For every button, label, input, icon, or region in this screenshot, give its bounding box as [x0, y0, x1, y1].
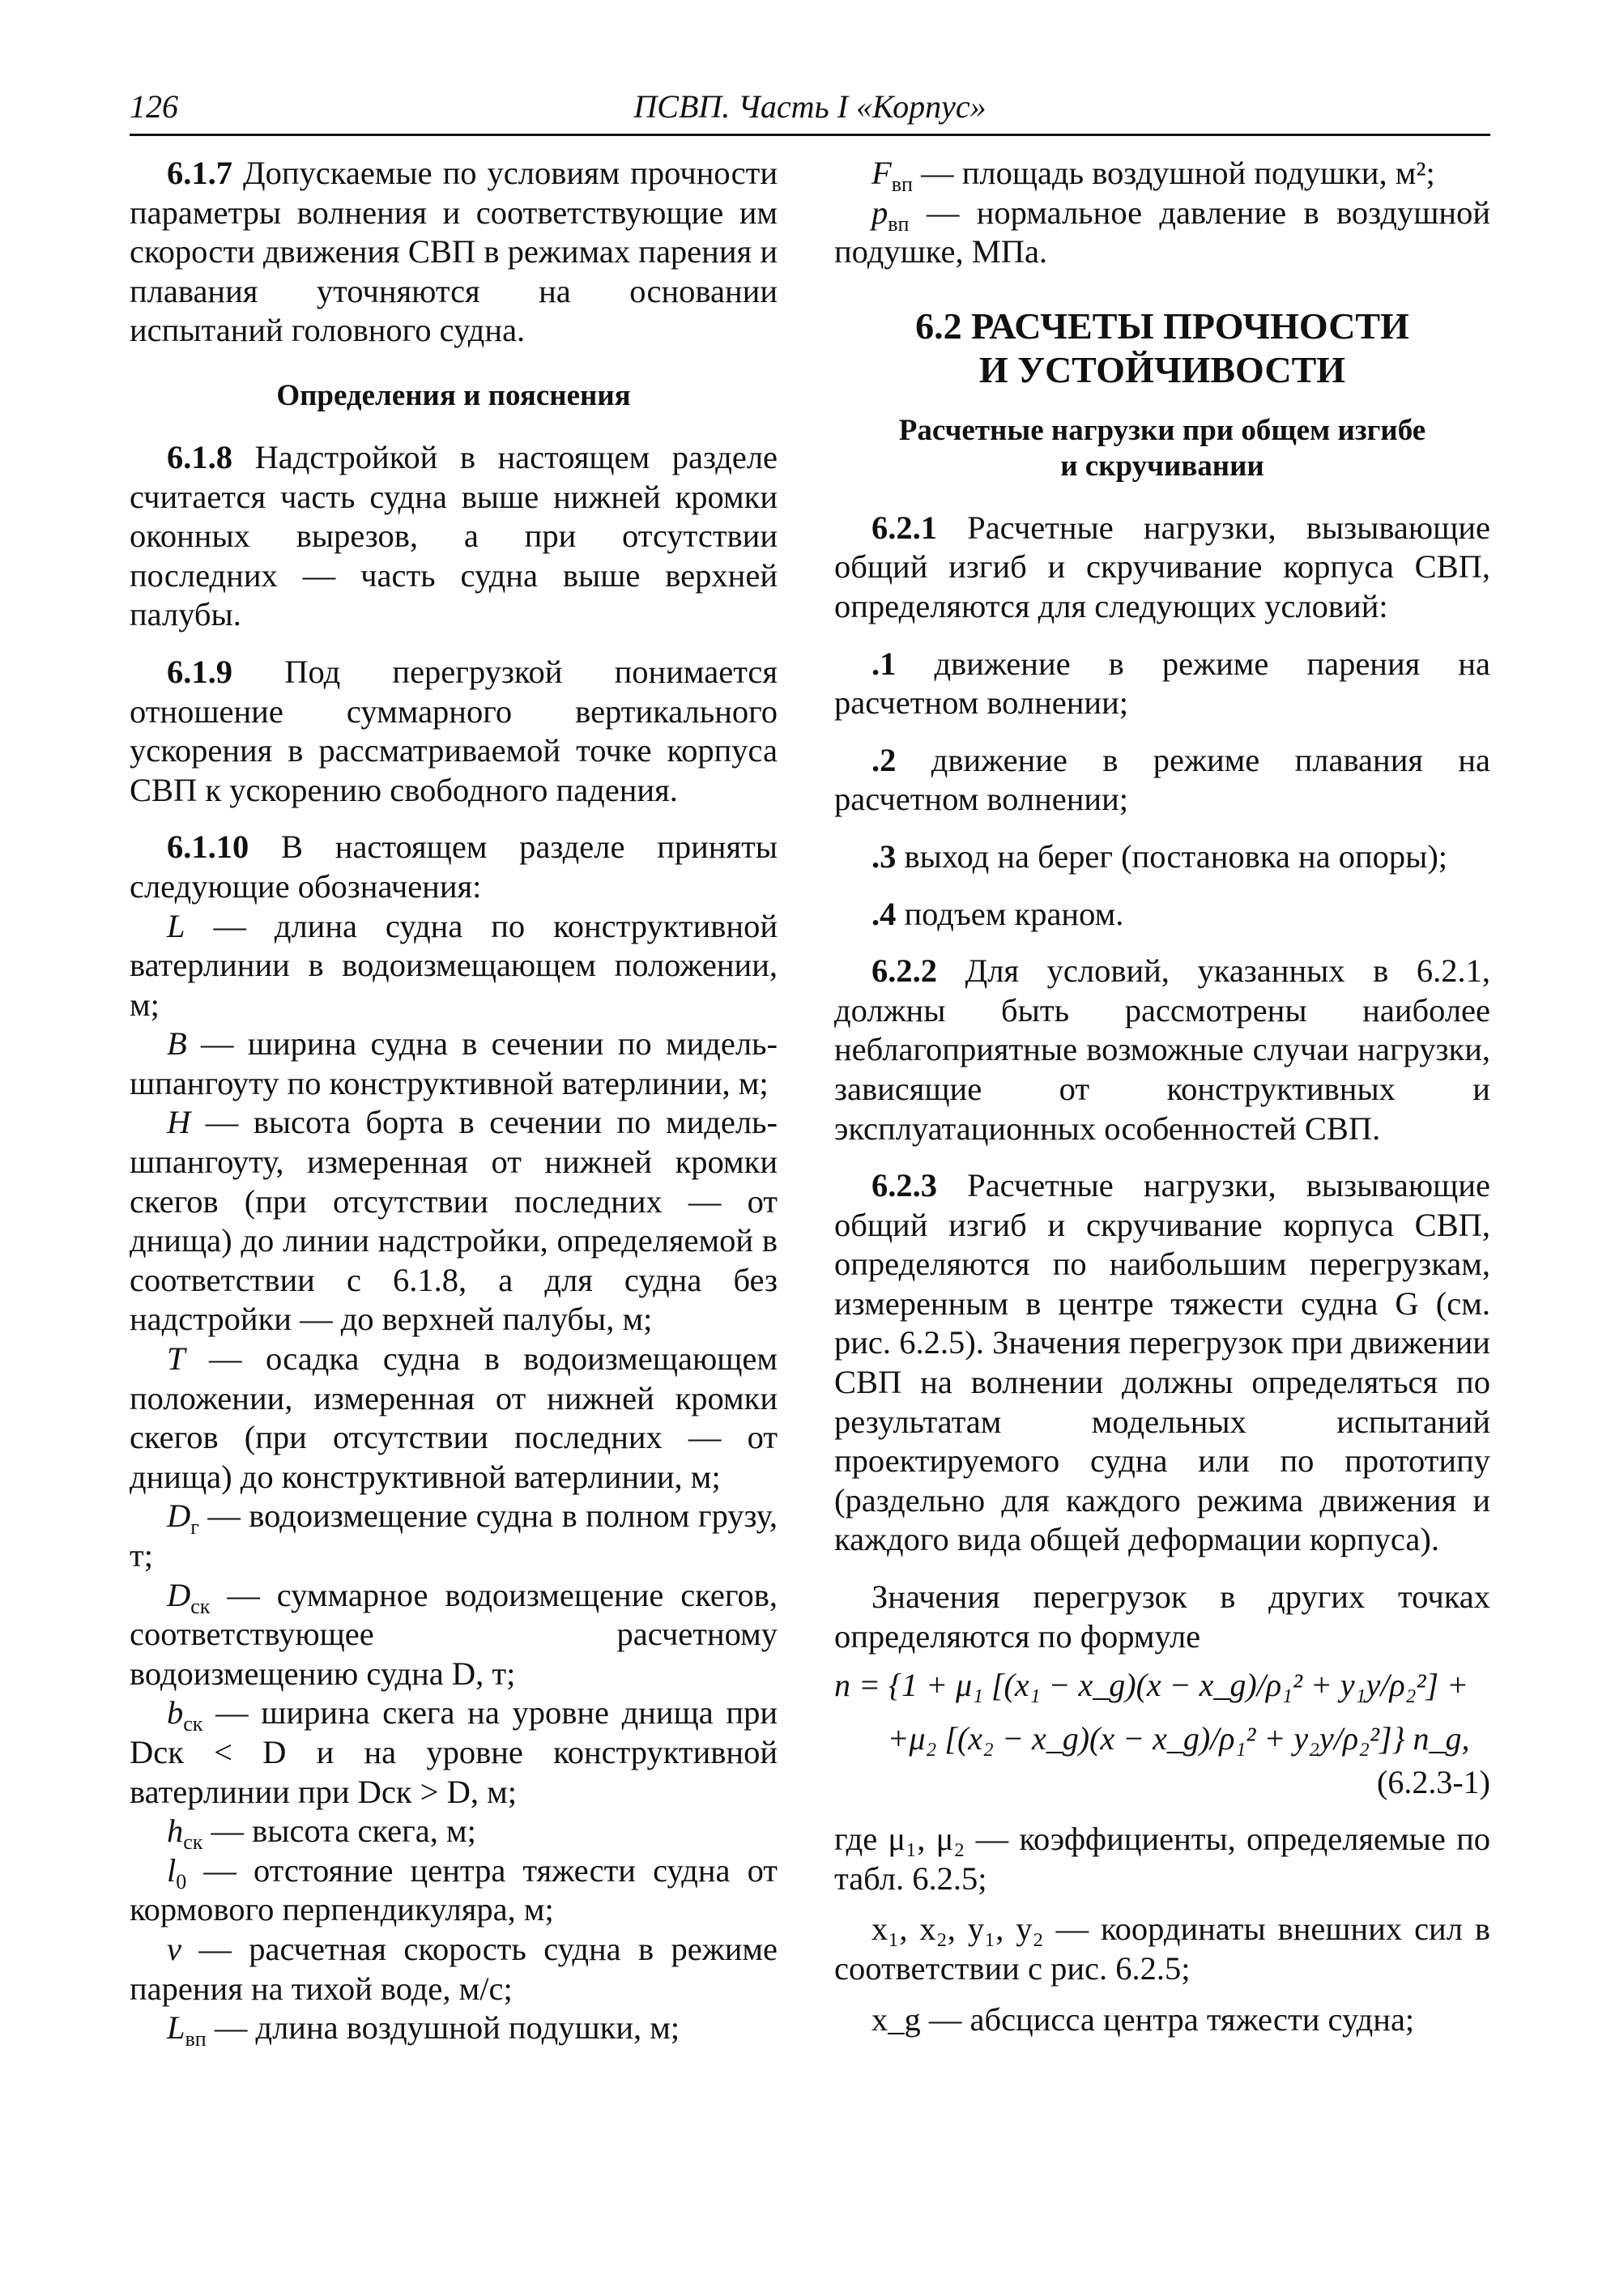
item-text: движение в режиме плавания на расчетном волнении;	[834, 741, 1491, 818]
def-symbol: F	[871, 155, 892, 191]
def-text: — водоизмещение судна в полном грузу, т;	[130, 1497, 778, 1574]
def-subscript: 0	[176, 1869, 187, 1893]
section-title-line-1: 6.2 РАСЧЕТЫ ПРОЧНОСТИ	[915, 305, 1409, 347]
paragraph-6-1-8	[130, 438, 778, 635]
item-number: .1	[871, 645, 897, 682]
para-text: В настоящем разделе приняты следующие обозначения:	[130, 829, 778, 905]
def-subscript: ск	[183, 1830, 203, 1855]
def-text: — ширина судна в сечении по мидель-шпангоуту по конструктивной ватерлинии, м;	[130, 1025, 778, 1101]
definition-pvp	[834, 194, 1490, 272]
item-text: подъем краном.	[904, 895, 1124, 932]
para-text: Под перегрузкой понимается отношение суммарного вертикального ускорения в рассматриваемой точке корпуса СВП к ускорению свободного падения.	[130, 653, 778, 808]
page-header	[130, 87, 1490, 136]
item-number: .4	[871, 895, 897, 932]
paragraph-formula-intro: Значения перегрузок в других точках определяются по формуле	[834, 1578, 1490, 1655]
para-number: 6.1.10	[167, 829, 249, 866]
subheading-line-2: и скручивании	[1060, 449, 1264, 483]
definition-Lvp	[130, 2008, 778, 2051]
para-text: Расчетные нагрузки, вызывающие общий изгиб и скручивание корпуса СВП, определяются для следующих условий:	[834, 509, 1490, 624]
def-text: — высота скега, м;	[202, 1813, 476, 1850]
def-symbol: L	[167, 907, 185, 944]
para-number: 6.1.8	[167, 438, 232, 475]
def-text: — высота борта в сечении по мидель-шпангоуту, измеренная от нижней кромки скегов (при отсутствии последних — от днища) до линии надстройки, определяемой в соответствии с 6.1.8, а для судна без надстройки — до верхней палубы, м;	[130, 1104, 778, 1338]
item-text: выход на берег (постановка на опоры);	[904, 837, 1448, 875]
where-xg: x_g — абсцисса центра тяжести судна;	[871, 2000, 1415, 2038]
def-text: — длина воздушной подушки, м;	[206, 2009, 680, 2047]
def-text: — расчетная скорость судна в режиме парения на тихой воде, м/с;	[130, 1930, 778, 2007]
def-symbol: p	[871, 194, 888, 231]
para-text: Для условий, указанных в 6.2.1, должны быть рассмотрены наиболее неблагоприятные возможные случаи нагрузки, зависящие от конструктивных и эксплуатационных особенностей СВП.	[834, 952, 1490, 1147]
def-text: — площадь воздушной подушки, м²;	[912, 155, 1435, 191]
def-symbol: D	[167, 1497, 191, 1535]
def-text: — ширина скега на уровне днища при Dск < D и на уровне конструктивной ватерлинии при Dск > D, м;	[130, 1694, 778, 1810]
item-number: .3	[871, 837, 897, 875]
running-title: ПСВП. Часть I «Корпус»	[633, 88, 986, 125]
definition-l0	[130, 1851, 778, 1930]
paragraph-6-1-7	[130, 154, 778, 351]
def-symbol: T	[167, 1340, 185, 1378]
para-number: 6.2.3	[871, 1167, 937, 1204]
para-number: 6.2.1	[871, 509, 937, 546]
right-column	[834, 154, 1490, 2039]
definition-L	[130, 907, 778, 1025]
def-text: — суммарное водоизмещение скегов, соответствующее расчетному водоизмещению судна D, т;	[130, 1576, 778, 1692]
where-coordinates: x₁, x₂, y₁, y₂ — координаты внешних сил в соответствии с рис. 6.2.5;	[834, 1910, 1490, 1987]
paragraph-6-2-3	[834, 1166, 1490, 1560]
def-text: — отстояние центра тяжести судна от кормового перпендикуляра, м;	[130, 1851, 778, 1928]
section-title-line-2: И УСТОЙЧИВОСТИ	[978, 348, 1346, 390]
def-text: — осадка судна в водоизмещающем положении, измеренная от нижней кромки скегов (при отсутствии последних — от днища) до конструктивной ватерлинии, м;	[130, 1340, 778, 1495]
header-rule	[130, 134, 1490, 136]
list-item	[834, 645, 1490, 723]
def-text: — длина судна по конструктивной ватерлинии в водоизмещающем положении, м;	[130, 907, 778, 1023]
para-number: 6.2.2	[871, 952, 937, 990]
section-title	[834, 305, 1490, 392]
definition-v	[130, 1930, 778, 2008]
definition-H	[130, 1103, 778, 1340]
def-symbol: h	[167, 1813, 184, 1850]
item-number: .2	[871, 741, 897, 778]
para-text: Расчетные нагрузки, вызывающие общий изгиб и скручивание корпуса СВП, определяются по наибольшим перегрузкам, измеренным в центре тяжести судна G (см. рис. 6.2.5). Значения перегрузок при движении СВП на волнении должны определяться по результатам модельных испытаний проектируемого судна или по прототипу (раздельно для каждого режима движения и каждого вида общей деформации корпуса).	[834, 1167, 1490, 1558]
definition-Dg	[130, 1497, 778, 1575]
subheading-loads	[834, 413, 1490, 484]
left-column	[130, 154, 778, 2051]
def-subscript: г	[190, 1515, 199, 1540]
def-symbol: D	[167, 1576, 191, 1613]
def-text: — нормальное давление в воздушной подушке, МПа.	[834, 194, 1490, 270]
paragraph-6-1-10	[130, 828, 778, 906]
paragraph-6-1-9	[130, 653, 778, 810]
para-number: 6.1.9	[167, 653, 232, 690]
formula-line-1: n = {1 + μ₁ [(x₁ − x_g)(x − x_g)/ρ₁² + y₁y/ρ₂²] +	[834, 1667, 1469, 1704]
list-item	[834, 895, 1490, 935]
definition-B	[130, 1024, 778, 1103]
paragraph-6-2-1	[834, 509, 1490, 627]
item-text: движение в режиме парения на расчетном волнении;	[834, 645, 1491, 722]
def-subscript: вп	[891, 173, 913, 197]
def-symbol: B	[167, 1025, 187, 1063]
heading-definitions: Определения и пояснения	[276, 378, 631, 412]
def-subscript: ск	[190, 1594, 211, 1618]
def-symbol: L	[167, 2009, 185, 2047]
definition-Fvp	[834, 154, 1490, 197]
para-text: Надстройкой в настоящем разделе считается часть судна выше нижней кромки оконных вырезов, а при отсутствии последних — часть судна выше верхней палубы.	[130, 438, 778, 633]
list-item	[834, 741, 1490, 820]
where-mu: где μ₁, μ₂ — коэффициенты, определяемые по табл. 6.2.5;	[834, 1821, 1490, 1897]
paragraph-6-2-2	[834, 952, 1490, 1148]
formula-line-2: +μ₂ [(x₂ − x_g)(x − x_g)/ρ₁² + y₂y/ρ₂²]} n_g,	[887, 1720, 1470, 1757]
def-symbol: H	[167, 1104, 191, 1141]
def-subscript: ск	[183, 1712, 203, 1736]
definition-hsk	[130, 1812, 778, 1855]
subheading-line-1: Расчетные нагрузки при общем изгибе	[898, 413, 1426, 447]
definition-T	[130, 1340, 778, 1497]
definition-Dsk	[130, 1576, 778, 1694]
para-text: Допускаемые по условиям прочности параметры волнения и соответствующие им скорости движения СВП в режимах парения и плавания уточняются на основании испытаний головного судна.	[130, 155, 778, 349]
def-symbol: v	[167, 1930, 181, 1967]
def-symbol: b	[167, 1694, 184, 1732]
page-number: 126	[130, 88, 178, 125]
equation-number: (6.2.3-1)	[1377, 1764, 1490, 1801]
def-subscript: вп	[185, 2027, 207, 2051]
def-subscript: вп	[888, 211, 910, 236]
list-item	[834, 837, 1490, 877]
definition-bsk	[130, 1693, 778, 1812]
def-symbol: l	[167, 1851, 177, 1889]
para-number: 6.1.7	[167, 155, 232, 191]
